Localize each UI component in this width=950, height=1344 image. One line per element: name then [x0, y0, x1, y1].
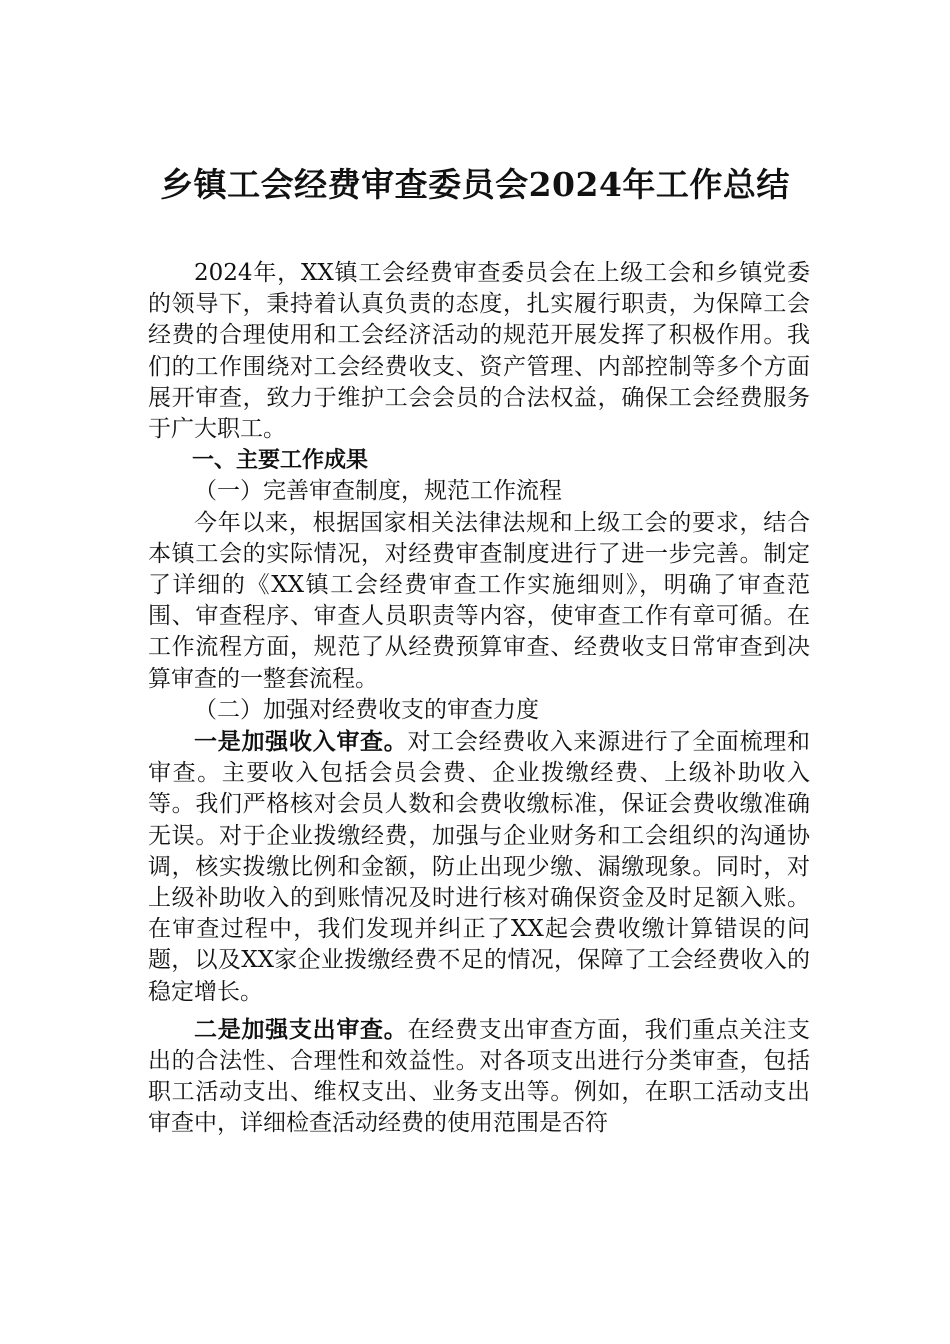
subsection-heading-2: （二）加强对经费收支的审查力度: [194, 696, 539, 723]
expense-review-paragraph: [148, 1014, 810, 1140]
income-review-paragraph: [148, 726, 810, 1008]
document-body: [148, 258, 810, 1140]
section-heading-1: 一、主要工作成果: [192, 448, 369, 474]
expense-review-body: 在经费支出审查方面，我们重点关注支出的合法性、合理性和效益性。对各项支出进行分类审查，包括职工活动支出、维权支出、业务支出等。例如，在职工活动支出审查中，详细检查活动经费的使用范围是否符: [148, 1016, 811, 1137]
subsection-heading-1: （一）完善审查制度，规范工作流程: [194, 478, 562, 505]
income-review-lead: 一是加强收入审查。: [194, 728, 408, 756]
intro-paragraph: 2024年，XX镇工会经费审查委员会在上级工会和乡镇党委的领导下，秉持着认真负责的态度，扎实履行职责，为保障工会经费的合理使用和工会经济活动的规范开展发挥了积极作用。我们的工作围绕对工会经费收支、资产管理、内部控制等多个方面展开审查，致力于维护工会会员的合法权益，确保工会经费服务于广大职工。: [148, 260, 810, 443]
document-title: 乡镇工会经费审查委员会2024年工作总结: [160, 165, 790, 204]
income-review-body: 对工会经费收入来源进行了全面梳理和审查。主要收入包括会员会费、企业拨缴经费、上级补助收入等。我们严格核对会员人数和会费收缴标准，保证会费收缴准确无误。对于企业拨缴经费，加强与企业财务和工会组织的沟通协调，核实拨缴比例和金额，防止出现少缴、漏缴现象。同时，对上级补助收入的到账情况及时进行核对确保资金及时足额入账。在审查过程中，我们发现并纠正了XX起会费收缴计算错误的问题，以及XX家企业拨缴经费不足的情况，保障了工会经费收入的稳定增长。: [148, 729, 811, 1005]
subsection-1-paragraph: 今年以来，根据国家相关法律法规和上级工会的要求，结合本镇工会的实际情况，对经费审查制度进行了进一步完善。制定了详细的《XX镇工会经费审查工作实施细则》，明确了审查范围、审查程序、审查人员职责等内容，使审查工作有章可循。在工作流程方面，规范了从经费预算审查、经费收支日常审查到决算审查的一整套流程。: [148, 509, 810, 692]
expense-review-lead: 二是加强支出审查。: [194, 1015, 408, 1043]
